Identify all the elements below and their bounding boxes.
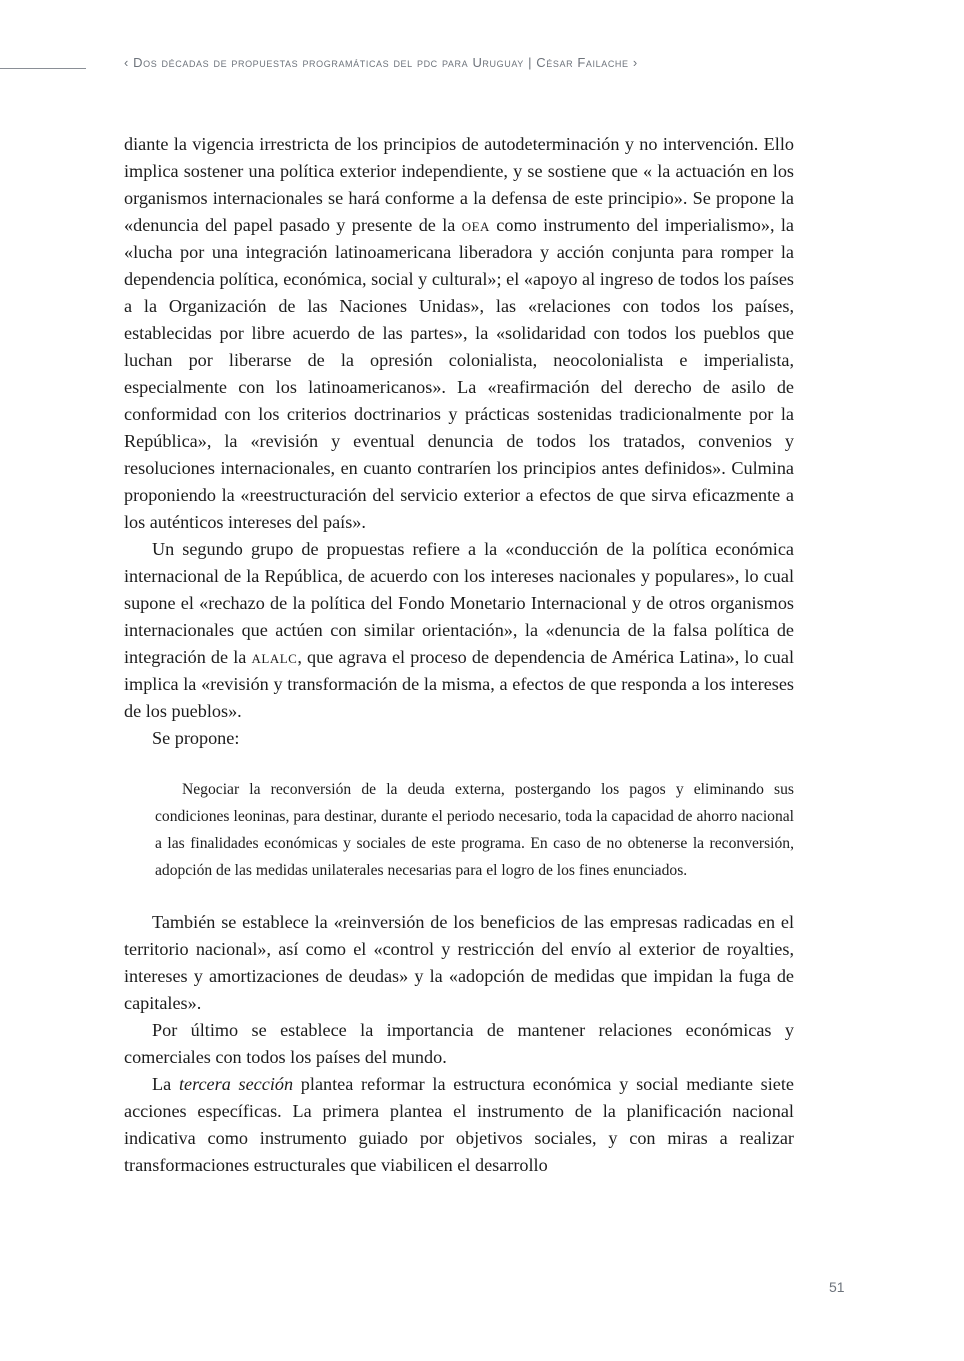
paragraph-continuation [124, 131, 794, 536]
paragraph-text: La [152, 1074, 179, 1094]
acronym-alalc: alalc [251, 647, 298, 667]
paragraph-text: diante la vigencia irrestricta de los principios de autodeterminación y no intervención. Ello implica sostener una política exterior independiente, y se sostiene que « la actuación en los organismos internacionales se hará conforme a la defensa de este principio». Se propone la «denuncia del papel pasado y presente de la [124, 134, 794, 235]
paragraph-text: plantea reformar la estructura económica y social mediante siete acciones específicas. La primera plantea el instrumento de la planificación nacional indicativa como instrumento guiado por objetivos sociales, y con miras a realizar transformaciones estructurales que viabilicen el desarrollo [124, 1074, 794, 1175]
acronym-oea: oea [461, 215, 490, 235]
paragraph-se-propone: Se propone: [152, 728, 240, 748]
paragraph-text: Un segundo grupo de propuestas refiere a la «conducción de la política económica internacional de la República, de acuerdo con los intereses nacionales y populares», lo cual supone el «rechazo de la política del Fondo Monetario Internacional y de otros organismos internacionales que actúen con similar orientación», la «denuncia de la falsa política de integración de la [124, 539, 794, 667]
paragraph-economic-policy [124, 536, 794, 725]
running-header: ‹ Dos décadas de propuestas programáticas del pdc para Uruguay | César Failache › [124, 55, 638, 70]
paragraph-reinversion: También se establece la «reinversión de los beneficios de las empresas radicadas en el territorio nacional», así como el «control y restricción del envío al exterior de royalties, intereses y amortizaciones de deudas» y la «adopción de medidas que impidan la fuga de capitales». [124, 912, 794, 1013]
page-number: 51 [829, 1279, 845, 1295]
paragraph-relaciones: Por último se establece la importancia de mantener relaciones económicas y comerciales con todos los países del mundo. [124, 1020, 794, 1067]
emphasis-tercera-seccion: tercera sección [178, 1074, 294, 1094]
paragraph-tercera-seccion [124, 1071, 794, 1179]
block-quote: Negociar la reconversión de la deuda externa, postergando los pagos y eliminando sus condiciones leoninas, para destinar, durante el periodo necesario, toda la capacidad de ahorro nacional a las finalidades económicas y sociales de este programa. En caso de no obtenerse la reconversión, adopción de las medidas unilaterales necesarias para el logro de los fines enunciados. [155, 781, 794, 879]
body-text [124, 131, 794, 1179]
paragraph-text: como instrumento del imperialismo», la «lucha por una integración latinoamericana liberadora y acción conjunta para romper la dependencia política, económica, social y cultural»; el «apoyo al ingreso de todos los países a la Organización de las Naciones Unidas», las «relaciones con todos los países, establecidas por libre acuerdo de las partes», la «solidaridad con todos los pueblos que luchan por liberarse de la opresión colonialista, neocolonialista e imperialista, especialmente con los latinoamericanos». La «reafirmación del derecho de asilo de conformidad con los criterios doctrinarios y prácticas sostenidas tradicionalmente por la República», la «revisión y eventual denuncia de todos los tratados, convenios y resoluciones internacionales, en cuanto contraríen los principios antes definidos». Culmina proponiendo la «reestructuración del servicio exterior a efectos de que sirva eficazmente a los auténticos intereses del país». [124, 215, 794, 532]
paragraph-text: , que agrava el proceso de dependencia de América Latina», lo cual implica la «revisión y transformación de la misma, a efectos de que responda a los intereses de los pueblos». [124, 647, 794, 721]
header-rule [0, 68, 86, 69]
